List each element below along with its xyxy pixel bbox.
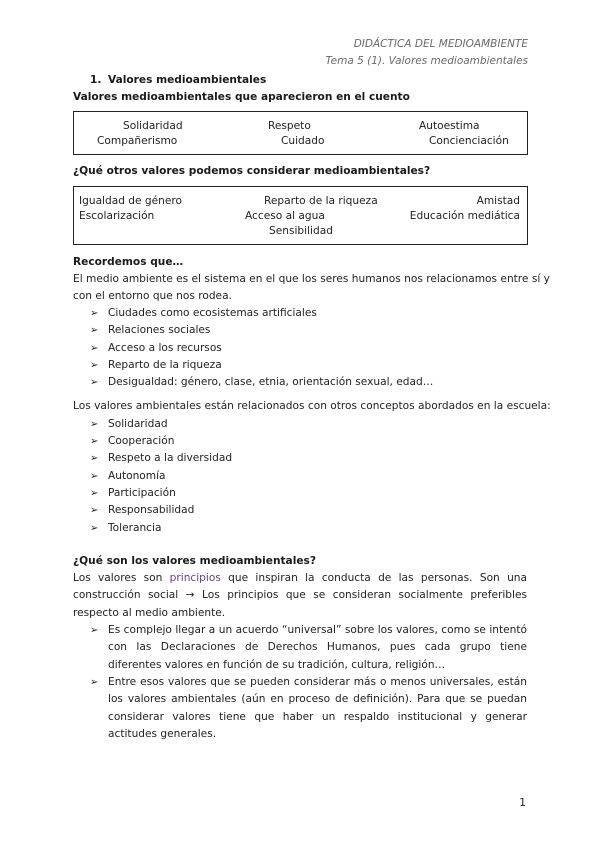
value-cell: Acceso al agua [245,210,325,222]
arrow-bullet-icon: ➢ [90,453,99,464]
arrow-bullet-icon: ➢ [90,325,99,336]
page-number: 1 [519,797,526,809]
value-cell: Respeto [268,120,311,132]
arrow-bullet-icon: ➢ [90,523,99,534]
header-course: DIDÁCTICA DEL MEDIOAMBIENTE [353,38,528,50]
section-number: 1. [90,74,102,86]
arrow-bullet-icon: ➢ [90,505,99,516]
arrow-bullet-icon: ➢ [90,377,99,388]
values-box-other [73,186,528,245]
arrow-bullet-icon: ➢ [90,677,99,688]
arrow-bullet-icon: ➢ [90,360,99,371]
arrow-bullet-icon: ➢ [90,488,99,499]
value-cell: Cuidado [281,135,325,147]
value-cell: Escolarización [79,210,155,222]
value-cell: Igualdad de género [79,195,182,207]
que-son-heading: ¿Qué son los valores medioambientales? [73,555,316,567]
values-box-story [73,111,528,155]
recordemos-para-line1: El medio ambiente es el sistema en el que los seres humanos nos relacionamos entre sí y [73,273,550,285]
arrow-bullet-icon: ➢ [90,343,99,354]
recordemos-para-line2: con el entorno que nos rodea. [73,290,232,302]
que-son-bullet-2: Entre esos valores que se pueden considerar más o menos universales, están los valores ambientales (aún en proceso de definición). Para que se puedan considerar valores tiene que haber un respaldo institucional y generar actitudes generales. [108,676,527,741]
section-subtitle: Valores medioambientales que aparecieron en el cuento [73,91,410,103]
arrow-bullet-icon: ➢ [90,419,99,430]
arrow-bullet-icon: ➢ [90,625,99,636]
que-son-bullet-1: Es complejo llegar a un acuerdo “universal” sobre los valores, como se intentó con las Declaraciones de Derechos Humanos, pues cada grupo tiene diferentes valores en función de su tradición, cultura, religión… [108,624,527,671]
value-cell: Sensibilidad [269,225,333,237]
header-topic: Tema 5 (1). Valores medioambientales [325,55,528,67]
value-cell: Compañerismo [97,135,178,147]
recordemos-heading: Recordemos que… [73,256,184,268]
value-cell: Amistad [476,195,520,207]
arrow-bullet-icon: ➢ [90,471,99,482]
section-title: Valores medioambientales [108,74,267,86]
value-cell: Educación mediática [409,210,520,222]
value-cell: Reparto de la riqueza [264,195,378,207]
question-heading: ¿Qué otros valores podemos considerar medioambientales? [73,165,431,177]
recordemos-para2: Los valores ambientales están relacionados con otros conceptos abordados en la escuela: [73,400,551,412]
arrow-bullet-icon: ➢ [90,308,99,319]
value-cell: Solidaridad [123,120,183,132]
arrow-bullet-icon: ➢ [90,436,99,447]
value-cell: Concienciación [429,135,509,147]
que-son-paragraph: Los valores son principios que inspiran la conducta de las personas. Son una construcción social → Los principios que se consideran socialmente preferibles respecto al medio ambiente. [73,572,527,619]
value-cell: Autoestima [419,120,480,132]
highlight-principios: principios [169,572,221,584]
